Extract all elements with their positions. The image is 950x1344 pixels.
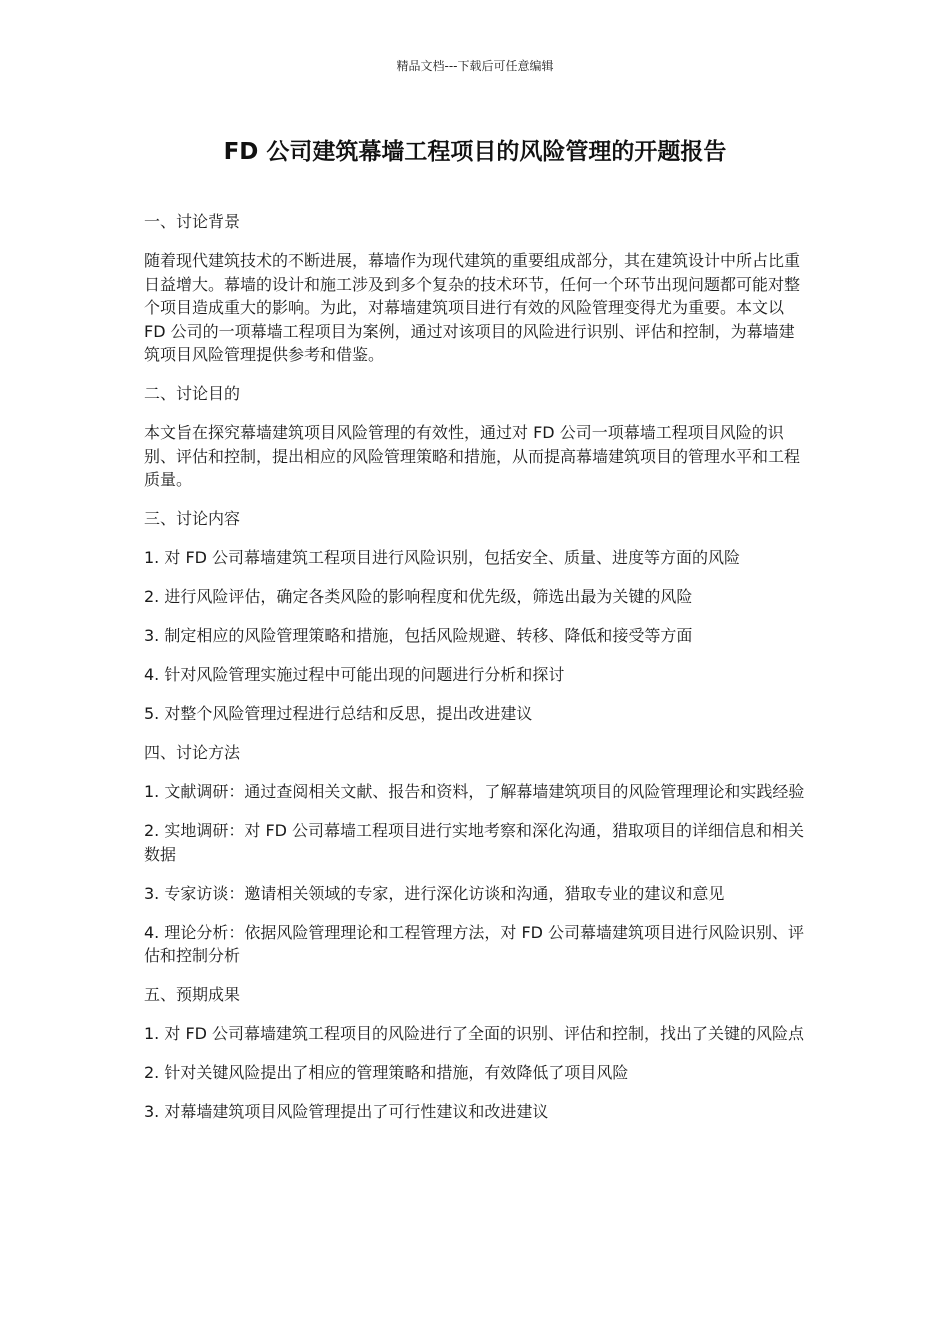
list-item: 2. 针对关键风险提出了相应的管理策略和措施，有效降低了项目风险 xyxy=(144,1063,629,1082)
section-heading-outcomes: 五、预期成果 xyxy=(144,985,241,1004)
list-item: 5. 对整个风险管理过程进行总结和反思，提出改进建议 xyxy=(144,704,533,723)
paragraph-background: 随着现代建筑技术的不断进展，幕墙作为现代建筑的重要组成部分，其在建筑设计中所占比重日益增大。幕墙的设计和施工涉及到多个复杂的技术环节，任何一个环节出现问题都可能对整个项目造成重大的影响。为此，对幕墙建筑项目进行有效的风险管理变得尤为重要。本文以 FD 公司的一项幕墙工程项目为案例，通过对该项目的风险进行识别、评估和控制，为幕墙建筑项目风险管理提供参考和借鉴。 xyxy=(144,251,801,364)
list-item: 2. 实地调研：对 FD 公司幕墙工程项目进行实地考察和深化沟通，猎取项目的详细信息和相关数据 xyxy=(144,821,805,864)
section-heading-methods: 四、讨论方法 xyxy=(144,743,241,762)
paragraph-purpose: 本文旨在探究幕墙建筑项目风险管理的有效性，通过对 FD 公司一项幕墙工程项目风险的识别、评估和控制，提出相应的风险管理策略和措施，从而提高幕墙建筑项目的管理水平和工程质量。 xyxy=(144,423,801,489)
section-heading-background: 一、讨论背景 xyxy=(144,212,241,231)
list-item: 1. 对 FD 公司幕墙建筑工程项目进行风险识别，包括安全、质量、进度等方面的风险 xyxy=(144,548,741,567)
list-item: 1. 文献调研：通过查阅相关文献、报告和资料，了解幕墙建筑项目的风险管理理论和实践经验 xyxy=(144,782,805,801)
list-item: 2. 进行风险评估，确定各类风险的影响程度和优先级，筛选出最为关键的风险 xyxy=(144,587,693,606)
document-body xyxy=(144,210,808,1139)
list-item: 3. 制定相应的风险管理策略和措施，包括风险规避、转移、降低和接受等方面 xyxy=(144,626,693,645)
document-title: FD 公司建筑幕墙工程项目的风险管理的开题报告 xyxy=(223,139,727,165)
page-header: 精品文档---下载后可任意编辑 xyxy=(396,59,554,73)
list-item: 4. 针对风险管理实施过程中可能出现的问题进行分析和探讨 xyxy=(144,665,565,684)
list-item: 1. 对 FD 公司幕墙建筑工程项目的风险进行了全面的识别、评估和控制，找出了关键的风险点 xyxy=(144,1024,805,1043)
section-heading-content: 三、讨论内容 xyxy=(144,509,241,528)
section-heading-purpose: 二、讨论目的 xyxy=(144,384,241,403)
list-item: 3. 对幕墙建筑项目风险管理提出了可行性建议和改进建议 xyxy=(144,1102,549,1121)
list-item: 4. 理论分析：依据风险管理理论和工程管理方法，对 FD 公司幕墙建筑项目进行风险识别、评估和控制分析 xyxy=(144,922,805,965)
list-item: 3. 专家访谈：邀请相关领域的专家，进行深化访谈和沟通，猎取专业的建议和意见 xyxy=(144,883,725,903)
